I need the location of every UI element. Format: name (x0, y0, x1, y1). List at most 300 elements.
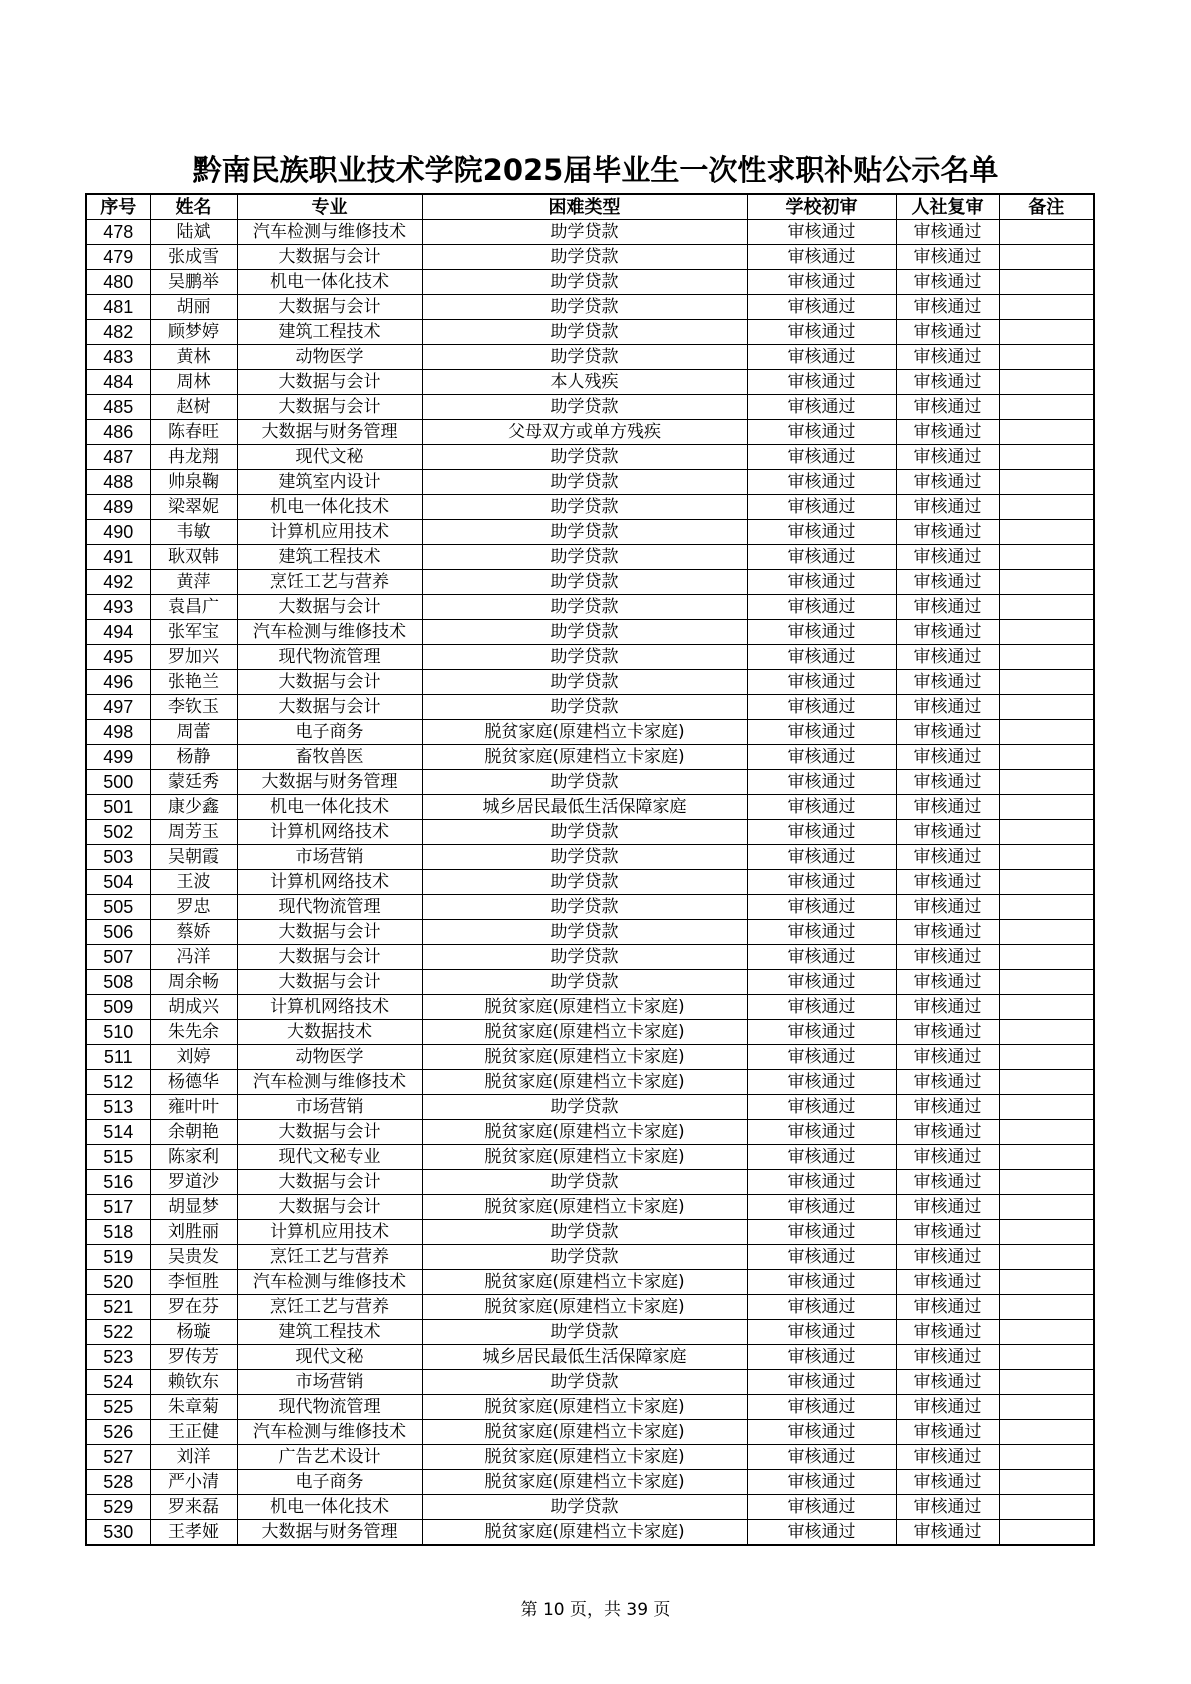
table-row (86, 1370, 1094, 1395)
cell-school-review: 审核通过 (747, 345, 896, 370)
cell-remarks (999, 270, 1094, 295)
table-row (86, 1295, 1094, 1320)
cell-remarks (999, 395, 1094, 420)
cell-school-review: 审核通过 (747, 770, 896, 795)
cell-school-review: 审核通过 (747, 845, 896, 870)
cell-difficulty-type: 脱贫家庭(原建档立卡家庭) (422, 1270, 747, 1295)
cell-school-review: 审核通过 (747, 1095, 896, 1120)
cell-name: 雍叶叶 (150, 1095, 237, 1120)
cell-remarks (999, 1095, 1094, 1120)
cell-hr-review: 审核通过 (896, 1320, 999, 1345)
cell-hr-review: 审核通过 (896, 1370, 999, 1395)
cell-major: 大数据与会计 (237, 1120, 422, 1145)
cell-remarks (999, 1295, 1094, 1320)
cell-remarks (999, 670, 1094, 695)
cell-school-review: 审核通过 (747, 1220, 896, 1245)
cell-name: 蒙廷秀 (150, 770, 237, 795)
cell-major: 汽车检测与维修技术 (237, 1270, 422, 1295)
cell-school-review: 审核通过 (747, 1420, 896, 1445)
cell-name: 周余畅 (150, 970, 237, 995)
cell-major: 电子商务 (237, 1470, 422, 1495)
cell-hr-review: 审核通过 (896, 1120, 999, 1145)
cell-school-review: 审核通过 (747, 220, 896, 245)
cell-name: 罗在芬 (150, 1295, 237, 1320)
cell-difficulty-type: 脱贫家庭(原建档立卡家庭) (422, 1520, 747, 1546)
cell-serial: 499 (86, 745, 150, 770)
table-row (86, 270, 1094, 295)
cell-name: 张军宝 (150, 620, 237, 645)
cell-school-review: 审核通过 (747, 395, 896, 420)
cell-serial: 497 (86, 695, 150, 720)
table-row (86, 570, 1094, 595)
table-row (86, 1195, 1094, 1220)
cell-serial: 501 (86, 795, 150, 820)
cell-serial: 524 (86, 1370, 150, 1395)
cell-name: 王孝娅 (150, 1520, 237, 1546)
table-row (86, 1020, 1094, 1045)
table-row (86, 745, 1094, 770)
cell-serial: 525 (86, 1395, 150, 1420)
cell-major: 大数据与财务管理 (237, 1520, 422, 1546)
table-row (86, 995, 1094, 1020)
cell-remarks (999, 545, 1094, 570)
cell-difficulty-type: 助学贷款 (422, 920, 747, 945)
cell-serial: 513 (86, 1095, 150, 1120)
cell-name: 韦敏 (150, 520, 237, 545)
cell-serial: 486 (86, 420, 150, 445)
cell-name: 康少鑫 (150, 795, 237, 820)
table-row (86, 1170, 1094, 1195)
header-serial: 序号 (86, 194, 150, 220)
cell-major: 畜牧兽医 (237, 745, 422, 770)
cell-difficulty-type: 助学贷款 (422, 870, 747, 895)
cell-school-review: 审核通过 (747, 1245, 896, 1270)
cell-name: 帅泉鞠 (150, 470, 237, 495)
cell-serial: 527 (86, 1445, 150, 1470)
cell-difficulty-type: 助学贷款 (422, 1095, 747, 1120)
cell-school-review: 审核通过 (747, 520, 896, 545)
cell-hr-review: 审核通过 (896, 1270, 999, 1295)
cell-school-review: 审核通过 (747, 670, 896, 695)
cell-hr-review: 审核通过 (896, 320, 999, 345)
cell-name: 赵树 (150, 395, 237, 420)
header-remarks: 备注 (999, 194, 1094, 220)
cell-name: 杨璇 (150, 1320, 237, 1345)
cell-major: 现代文秘 (237, 445, 422, 470)
cell-major: 大数据与会计 (237, 370, 422, 395)
cell-difficulty-type: 助学贷款 (422, 1245, 747, 1270)
cell-name: 李钦玉 (150, 695, 237, 720)
cell-name: 罗来磊 (150, 1495, 237, 1520)
cell-hr-review: 审核通过 (896, 370, 999, 395)
roster-table (85, 193, 1095, 1546)
cell-school-review: 审核通过 (747, 995, 896, 1020)
cell-remarks (999, 745, 1094, 770)
cell-hr-review: 审核通过 (896, 1220, 999, 1245)
cell-difficulty-type: 脱贫家庭(原建档立卡家庭) (422, 1120, 747, 1145)
cell-remarks (999, 1395, 1094, 1420)
table-row (86, 1495, 1094, 1520)
cell-difficulty-type: 助学贷款 (422, 570, 747, 595)
cell-remarks (999, 1070, 1094, 1095)
cell-remarks (999, 945, 1094, 970)
cell-school-review: 审核通过 (747, 795, 896, 820)
page-footer: 第 10 页，共 39 页 (520, 1600, 671, 1620)
cell-remarks (999, 1270, 1094, 1295)
cell-serial: 490 (86, 520, 150, 545)
cell-remarks (999, 920, 1094, 945)
cell-major: 机电一体化技术 (237, 795, 422, 820)
cell-school-review: 审核通过 (747, 245, 896, 270)
cell-school-review: 审核通过 (747, 370, 896, 395)
cell-hr-review: 审核通过 (896, 470, 999, 495)
cell-hr-review: 审核通过 (896, 1470, 999, 1495)
cell-name: 张艳兰 (150, 670, 237, 695)
cell-remarks (999, 1470, 1094, 1495)
cell-school-review: 审核通过 (747, 320, 896, 345)
cell-remarks (999, 770, 1094, 795)
cell-remarks (999, 1445, 1094, 1470)
cell-serial: 511 (86, 1045, 150, 1070)
cell-major: 市场营销 (237, 1095, 422, 1120)
cell-serial: 502 (86, 820, 150, 845)
table-row (86, 1345, 1094, 1370)
cell-remarks (999, 245, 1094, 270)
cell-school-review: 审核通过 (747, 1320, 896, 1345)
cell-school-review: 审核通过 (747, 1120, 896, 1145)
cell-name: 胡成兴 (150, 995, 237, 1020)
cell-difficulty-type: 助学贷款 (422, 270, 747, 295)
cell-serial: 508 (86, 970, 150, 995)
cell-serial: 504 (86, 870, 150, 895)
cell-name: 刘胜丽 (150, 1220, 237, 1245)
cell-difficulty-type: 脱贫家庭(原建档立卡家庭) (422, 1195, 747, 1220)
cell-hr-review: 审核通过 (896, 970, 999, 995)
cell-hr-review: 审核通过 (896, 395, 999, 420)
cell-serial: 494 (86, 620, 150, 645)
cell-name: 黄萍 (150, 570, 237, 595)
cell-name: 朱先余 (150, 1020, 237, 1045)
cell-remarks (999, 1495, 1094, 1520)
cell-hr-review: 审核通过 (896, 1520, 999, 1546)
cell-school-review: 审核通过 (747, 545, 896, 570)
cell-school-review: 审核通过 (747, 1170, 896, 1195)
cell-school-review: 审核通过 (747, 570, 896, 595)
cell-hr-review: 审核通过 (896, 795, 999, 820)
cell-serial: 498 (86, 720, 150, 745)
cell-name: 周林 (150, 370, 237, 395)
cell-name: 顾梦婷 (150, 320, 237, 345)
table-row (86, 1220, 1094, 1245)
cell-hr-review: 审核通过 (896, 1170, 999, 1195)
cell-difficulty-type: 助学贷款 (422, 645, 747, 670)
cell-remarks (999, 1320, 1094, 1345)
cell-hr-review: 审核通过 (896, 1295, 999, 1320)
cell-remarks (999, 1045, 1094, 1070)
cell-serial: 512 (86, 1070, 150, 1095)
cell-remarks (999, 345, 1094, 370)
cell-serial: 480 (86, 270, 150, 295)
cell-major: 大数据与财务管理 (237, 770, 422, 795)
cell-major: 烹饪工艺与营养 (237, 1295, 422, 1320)
cell-difficulty-type: 父母双方或单方残疾 (422, 420, 747, 445)
cell-remarks (999, 795, 1094, 820)
cell-school-review: 审核通过 (747, 420, 896, 445)
table-row (86, 670, 1094, 695)
cell-name: 胡显梦 (150, 1195, 237, 1220)
cell-serial: 520 (86, 1270, 150, 1295)
cell-difficulty-type: 助学贷款 (422, 245, 747, 270)
cell-school-review: 审核通过 (747, 1470, 896, 1495)
cell-school-review: 审核通过 (747, 645, 896, 670)
cell-difficulty-type: 助学贷款 (422, 495, 747, 520)
table-row (86, 295, 1094, 320)
cell-major: 现代文秘专业 (237, 1145, 422, 1170)
cell-major: 汽车检测与维修技术 (237, 1420, 422, 1445)
cell-remarks (999, 595, 1094, 620)
cell-school-review: 审核通过 (747, 270, 896, 295)
cell-major: 现代物流管理 (237, 645, 422, 670)
cell-remarks (999, 1520, 1094, 1546)
table-row (86, 870, 1094, 895)
cell-difficulty-type: 脱贫家庭(原建档立卡家庭) (422, 745, 747, 770)
table-row (86, 495, 1094, 520)
cell-school-review: 审核通过 (747, 595, 896, 620)
cell-hr-review: 审核通过 (896, 595, 999, 620)
cell-major: 大数据与会计 (237, 295, 422, 320)
table-row (86, 945, 1094, 970)
cell-name: 吴朝霞 (150, 845, 237, 870)
cell-difficulty-type: 助学贷款 (422, 445, 747, 470)
cell-major: 计算机应用技术 (237, 520, 422, 545)
cell-school-review: 审核通过 (747, 1370, 896, 1395)
cell-difficulty-type: 助学贷款 (422, 670, 747, 695)
cell-difficulty-type: 本人残疾 (422, 370, 747, 395)
cell-school-review: 审核通过 (747, 1520, 896, 1546)
cell-major: 计算机网络技术 (237, 870, 422, 895)
cell-name: 陆斌 (150, 220, 237, 245)
cell-major: 大数据与会计 (237, 945, 422, 970)
cell-hr-review: 审核通过 (896, 995, 999, 1020)
cell-difficulty-type: 脱贫家庭(原建档立卡家庭) (422, 1445, 747, 1470)
cell-remarks (999, 1145, 1094, 1170)
cell-difficulty-type: 助学贷款 (422, 1370, 747, 1395)
cell-name: 余朝艳 (150, 1120, 237, 1145)
cell-serial: 481 (86, 295, 150, 320)
cell-hr-review: 审核通过 (896, 520, 999, 545)
cell-difficulty-type: 助学贷款 (422, 220, 747, 245)
cell-serial: 507 (86, 945, 150, 970)
table-row (86, 820, 1094, 845)
cell-serial: 483 (86, 345, 150, 370)
cell-name: 罗忠 (150, 895, 237, 920)
cell-major: 大数据与会计 (237, 970, 422, 995)
cell-name: 冉龙翔 (150, 445, 237, 470)
cell-serial: 515 (86, 1145, 150, 1170)
cell-serial: 482 (86, 320, 150, 345)
cell-serial: 500 (86, 770, 150, 795)
cell-name: 吴鹏举 (150, 270, 237, 295)
cell-name: 朱章菊 (150, 1395, 237, 1420)
cell-major: 电子商务 (237, 720, 422, 745)
cell-serial: 484 (86, 370, 150, 395)
cell-major: 现代物流管理 (237, 1395, 422, 1420)
cell-major: 市场营销 (237, 845, 422, 870)
cell-school-review: 审核通过 (747, 1145, 896, 1170)
page-title: 黔南民族职业技术学院2025届毕业生一次性求职补贴公示名单 (192, 153, 999, 187)
cell-name: 严小清 (150, 1470, 237, 1495)
table-row (86, 1045, 1094, 1070)
table-row (86, 1395, 1094, 1420)
cell-hr-review: 审核通过 (896, 1145, 999, 1170)
cell-major: 市场营销 (237, 1370, 422, 1395)
header-hr-review: 人社复审 (896, 194, 999, 220)
cell-difficulty-type: 城乡居民最低生活保障家庭 (422, 1345, 747, 1370)
cell-remarks (999, 1345, 1094, 1370)
cell-serial: 496 (86, 670, 150, 695)
cell-difficulty-type: 助学贷款 (422, 320, 747, 345)
cell-school-review: 审核通过 (747, 1270, 896, 1295)
cell-hr-review: 审核通过 (896, 270, 999, 295)
cell-difficulty-type: 脱贫家庭(原建档立卡家庭) (422, 1070, 747, 1095)
cell-name: 罗道沙 (150, 1170, 237, 1195)
cell-school-review: 审核通过 (747, 445, 896, 470)
cell-name: 刘洋 (150, 1445, 237, 1470)
cell-school-review: 审核通过 (747, 870, 896, 895)
table-row (86, 1245, 1094, 1270)
cell-remarks (999, 720, 1094, 745)
cell-hr-review: 审核通过 (896, 645, 999, 670)
cell-name: 冯洋 (150, 945, 237, 970)
cell-major: 汽车检测与维修技术 (237, 620, 422, 645)
cell-remarks (999, 1220, 1094, 1245)
cell-school-review: 审核通过 (747, 1495, 896, 1520)
table-row (86, 1420, 1094, 1445)
cell-school-review: 审核通过 (747, 1395, 896, 1420)
table-row (86, 1120, 1094, 1145)
cell-difficulty-type: 脱贫家庭(原建档立卡家庭) (422, 1295, 747, 1320)
table-row (86, 1445, 1094, 1470)
cell-difficulty-type: 助学贷款 (422, 945, 747, 970)
cell-difficulty-type: 脱贫家庭(原建档立卡家庭) (422, 1145, 747, 1170)
cell-major: 建筑工程技术 (237, 320, 422, 345)
cell-hr-review: 审核通过 (896, 820, 999, 845)
cell-hr-review: 审核通过 (896, 445, 999, 470)
cell-school-review: 审核通过 (747, 895, 896, 920)
cell-school-review: 审核通过 (747, 1045, 896, 1070)
table-row (86, 245, 1094, 270)
cell-serial: 487 (86, 445, 150, 470)
cell-hr-review: 审核通过 (896, 1495, 999, 1520)
table-row (86, 970, 1094, 995)
cell-name: 梁翠妮 (150, 495, 237, 520)
cell-school-review: 审核通过 (747, 1295, 896, 1320)
cell-serial: 493 (86, 595, 150, 620)
cell-major: 计算机网络技术 (237, 995, 422, 1020)
cell-serial: 516 (86, 1170, 150, 1195)
table-row (86, 770, 1094, 795)
cell-name: 张成雪 (150, 245, 237, 270)
cell-hr-review: 审核通过 (896, 1420, 999, 1445)
cell-school-review: 审核通过 (747, 620, 896, 645)
header-name: 姓名 (150, 194, 237, 220)
table-row (86, 420, 1094, 445)
cell-hr-review: 审核通过 (896, 720, 999, 745)
cell-school-review: 审核通过 (747, 720, 896, 745)
table-row (86, 920, 1094, 945)
cell-name: 杨德华 (150, 1070, 237, 1095)
cell-school-review: 审核通过 (747, 1070, 896, 1095)
cell-remarks (999, 695, 1094, 720)
cell-serial: 521 (86, 1295, 150, 1320)
cell-hr-review: 审核通过 (896, 345, 999, 370)
cell-school-review: 审核通过 (747, 295, 896, 320)
cell-serial: 489 (86, 495, 150, 520)
table-row (86, 595, 1094, 620)
cell-difficulty-type: 助学贷款 (422, 620, 747, 645)
cell-hr-review: 审核通过 (896, 570, 999, 595)
table-row (86, 1270, 1094, 1295)
cell-school-review: 审核通过 (747, 1345, 896, 1370)
cell-difficulty-type: 助学贷款 (422, 595, 747, 620)
cell-name: 陈春旺 (150, 420, 237, 445)
cell-name: 罗传芳 (150, 1345, 237, 1370)
cell-major: 大数据与会计 (237, 595, 422, 620)
cell-school-review: 审核通过 (747, 695, 896, 720)
cell-major: 现代文秘 (237, 1345, 422, 1370)
cell-difficulty-type: 脱贫家庭(原建档立卡家庭) (422, 1020, 747, 1045)
cell-name: 王正健 (150, 1420, 237, 1445)
cell-name: 蔡娇 (150, 920, 237, 945)
table-header-row (86, 194, 1094, 220)
cell-hr-review: 审核通过 (896, 1070, 999, 1095)
cell-difficulty-type: 助学贷款 (422, 770, 747, 795)
cell-remarks (999, 1420, 1094, 1445)
cell-major: 现代物流管理 (237, 895, 422, 920)
cell-remarks (999, 570, 1094, 595)
cell-difficulty-type: 脱贫家庭(原建档立卡家庭) (422, 1045, 747, 1070)
header-school-review: 学校初审 (747, 194, 896, 220)
cell-remarks (999, 420, 1094, 445)
cell-remarks (999, 1170, 1094, 1195)
cell-name: 陈家利 (150, 1145, 237, 1170)
cell-major: 机电一体化技术 (237, 1495, 422, 1520)
cell-hr-review: 审核通过 (896, 1445, 999, 1470)
cell-serial: 522 (86, 1320, 150, 1345)
cell-remarks (999, 870, 1094, 895)
cell-hr-review: 审核通过 (896, 245, 999, 270)
cell-difficulty-type: 助学贷款 (422, 295, 747, 320)
cell-difficulty-type: 助学贷款 (422, 1320, 747, 1345)
cell-hr-review: 审核通过 (896, 220, 999, 245)
cell-name: 罗加兴 (150, 645, 237, 670)
cell-difficulty-type: 助学贷款 (422, 545, 747, 570)
cell-hr-review: 审核通过 (896, 1095, 999, 1120)
cell-remarks (999, 220, 1094, 245)
cell-remarks (999, 1120, 1094, 1145)
cell-difficulty-type: 脱贫家庭(原建档立卡家庭) (422, 995, 747, 1020)
cell-hr-review: 审核通过 (896, 870, 999, 895)
cell-hr-review: 审核通过 (896, 745, 999, 770)
cell-major: 大数据与会计 (237, 695, 422, 720)
cell-hr-review: 审核通过 (896, 1020, 999, 1045)
table-row (86, 445, 1094, 470)
cell-hr-review: 审核通过 (896, 620, 999, 645)
cell-difficulty-type: 助学贷款 (422, 395, 747, 420)
table-row (86, 1145, 1094, 1170)
cell-hr-review: 审核通过 (896, 1195, 999, 1220)
cell-major: 广告艺术设计 (237, 1445, 422, 1470)
